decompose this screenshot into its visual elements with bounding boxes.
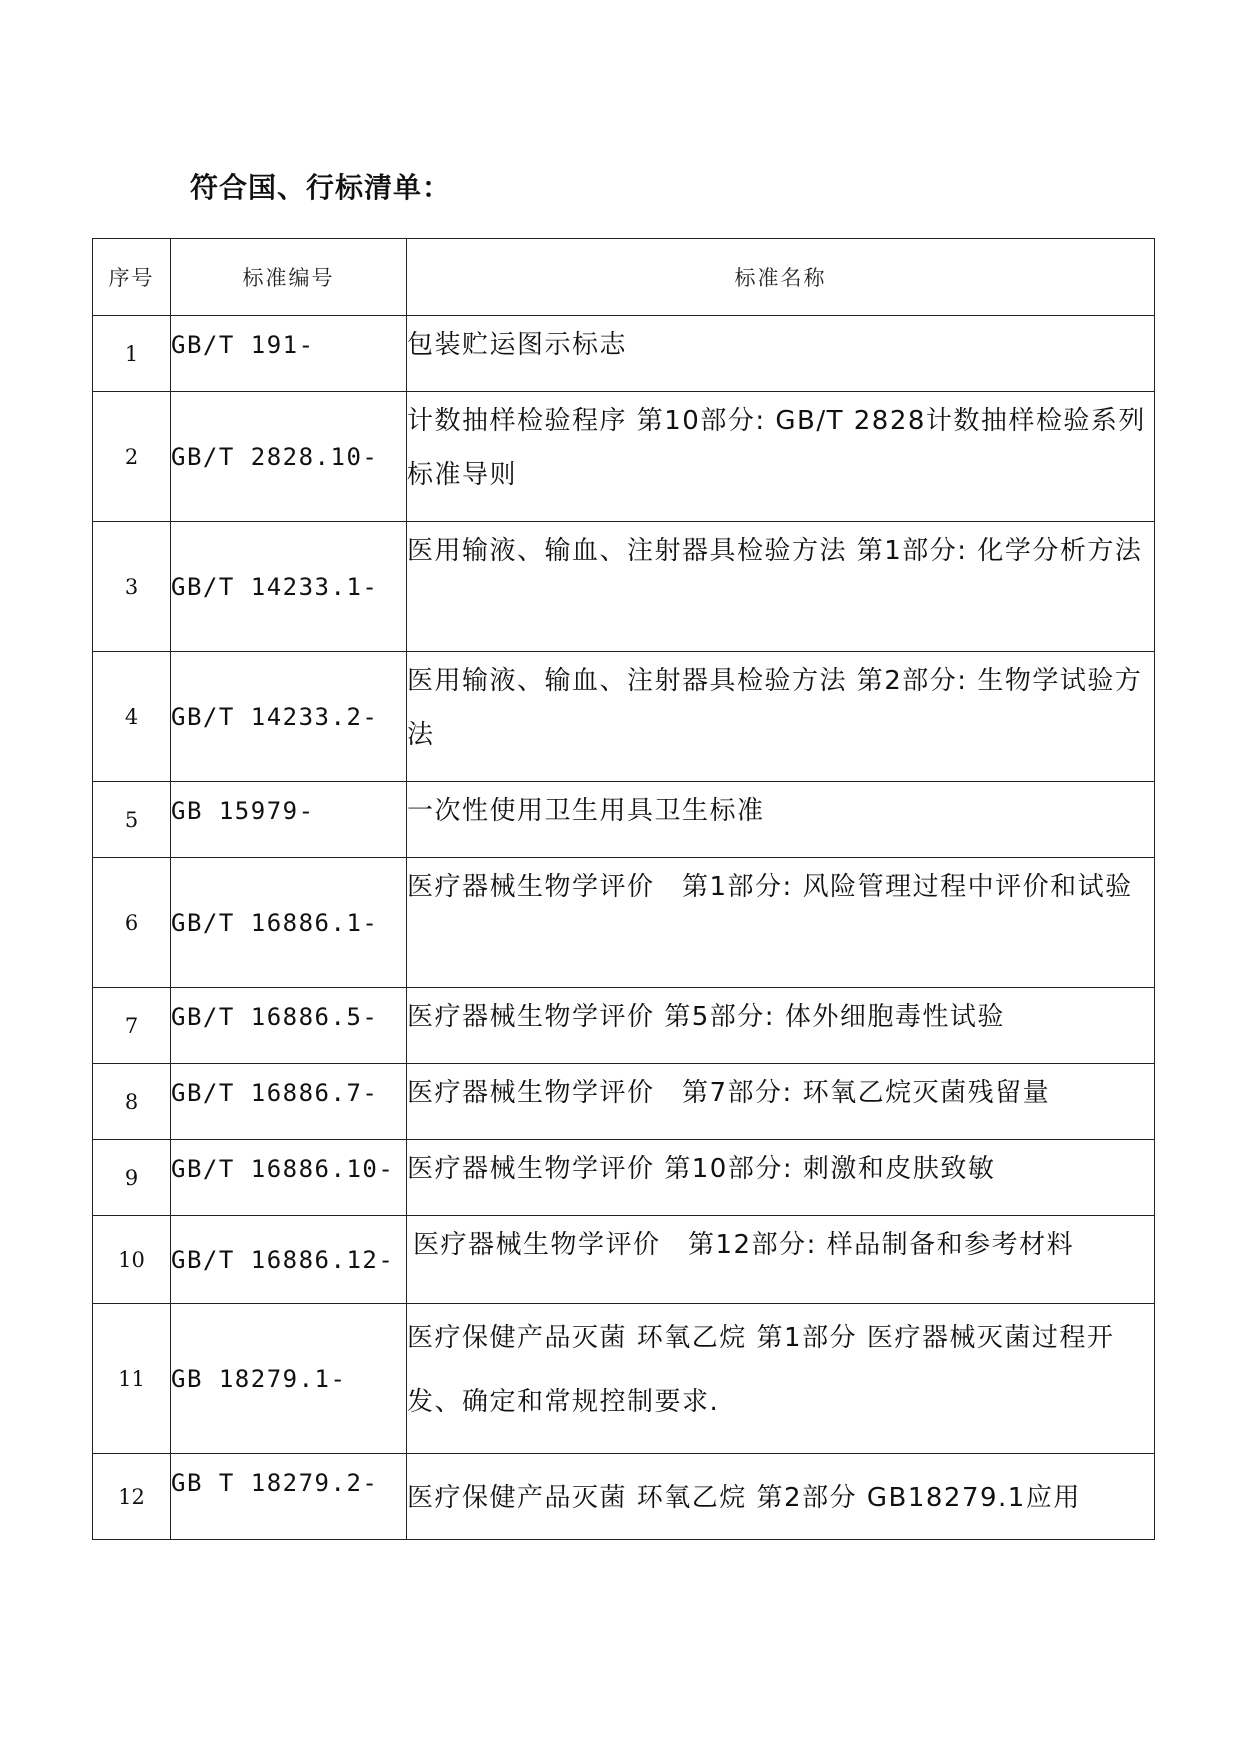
row-name [407, 316, 1155, 392]
row-code-text: GB/T 14233.2- [171, 702, 379, 731]
row-code-text: GB T 18279.2- [171, 1469, 379, 1497]
row-name-text: 一次性使用卫生用具卫生标准 [407, 796, 765, 826]
header-code: 标准编号 [171, 239, 407, 316]
header-seq: 序号 [93, 239, 171, 316]
row-name-text: 医疗器械生物学评价 第12部分: 样品制备和参考材料 [413, 1230, 1075, 1260]
row-code-text: GB/T 16886.12- [171, 1245, 395, 1274]
table-row [93, 522, 1155, 652]
row-seq: 1 [93, 316, 171, 392]
row-code-text: GB/T 16886.7- [171, 1079, 379, 1107]
row-seq: 11 [93, 1304, 171, 1454]
standards-table [92, 238, 1155, 1540]
row-code [171, 392, 407, 522]
row-name [407, 1064, 1155, 1140]
row-name-text: 医疗器械生物学评价 第5部分: 体外细胞毒性试验 [407, 1002, 1005, 1032]
row-code [171, 316, 407, 392]
row-name-text: 医疗器械生物学评价 第1部分: 风险管理过程中评价和试验 [407, 872, 1133, 902]
row-code [171, 782, 407, 858]
row-name [407, 392, 1155, 522]
row-name [407, 1216, 1155, 1304]
row-name [407, 988, 1155, 1064]
row-code-text: GB 15979- [171, 797, 315, 825]
table-header-row [93, 239, 1155, 316]
row-code [171, 1454, 407, 1540]
row-code [171, 858, 407, 988]
row-code [171, 1216, 407, 1304]
row-code-text: GB/T 16886.5- [171, 1003, 379, 1031]
page-title: 符合国、行标清单： [190, 171, 452, 204]
row-code [171, 1140, 407, 1216]
row-seq: 9 [93, 1140, 171, 1216]
row-seq: 8 [93, 1064, 171, 1140]
row-name [407, 1304, 1155, 1454]
row-name [407, 652, 1155, 782]
row-name-text: 医用输液、输血、注射器具检验方法 第1部分: 化学分析方法 [407, 536, 1143, 566]
row-name-text: 医用输液、输血、注射器具检验方法 第2部分: 生物学试验方法 [407, 666, 1143, 750]
row-code [171, 1064, 407, 1140]
row-name-text: 医疗器械生物学评价 第7部分: 环氧乙烷灭菌残留量 [407, 1078, 1051, 1108]
table-row [93, 782, 1155, 858]
row-seq: 7 [93, 988, 171, 1064]
table-row [93, 316, 1155, 392]
row-name-text: 医疗器械生物学评价 第10部分: 刺激和皮肤致敏 [407, 1154, 996, 1184]
row-code [171, 1304, 407, 1454]
row-code-text: GB/T 191- [171, 331, 315, 359]
row-code-text: GB/T 14233.1- [171, 572, 379, 601]
table-row [93, 1216, 1155, 1304]
table-row [93, 1304, 1155, 1454]
table-row [93, 1064, 1155, 1140]
row-code-text: GB/T 16886.1- [171, 908, 379, 937]
table-row [93, 1140, 1155, 1216]
row-code-text: GB 18279.1- [171, 1364, 347, 1393]
header-name: 标准名称 [407, 239, 1155, 316]
row-seq: 3 [93, 522, 171, 652]
row-seq: 6 [93, 858, 171, 988]
table-row [93, 988, 1155, 1064]
row-code-text: GB/T 16886.10- [171, 1155, 395, 1183]
table-row [93, 1454, 1155, 1540]
row-code [171, 522, 407, 652]
row-code [171, 652, 407, 782]
row-seq: 12 [93, 1454, 171, 1540]
table-row [93, 392, 1155, 522]
row-seq: 2 [93, 392, 171, 522]
row-seq: 4 [93, 652, 171, 782]
row-seq: 10 [93, 1216, 171, 1304]
row-name [407, 1454, 1155, 1540]
row-name [407, 782, 1155, 858]
row-code-text: GB/T 2828.10- [171, 442, 379, 471]
row-name [407, 858, 1155, 988]
row-name [407, 1140, 1155, 1216]
row-name-text: 医疗保健产品灭菌 环氧乙烷 第1部分 医疗器械灭菌过程开发、确定和常规控制要求. [407, 1323, 1115, 1417]
row-seq: 5 [93, 782, 171, 858]
row-name-text: 包装贮运图示标志 [407, 330, 628, 360]
row-name-text: 医疗保健产品灭菌 环氧乙烷 第2部分 GB18279.1应用 [407, 1482, 1081, 1513]
table-row [93, 652, 1155, 782]
row-name-text: 计数抽样检验程序 第10部分: GB/T 2828计数抽样检验系列标准导则 [407, 406, 1146, 490]
row-code [171, 988, 407, 1064]
table-row [93, 858, 1155, 988]
row-name [407, 522, 1155, 652]
